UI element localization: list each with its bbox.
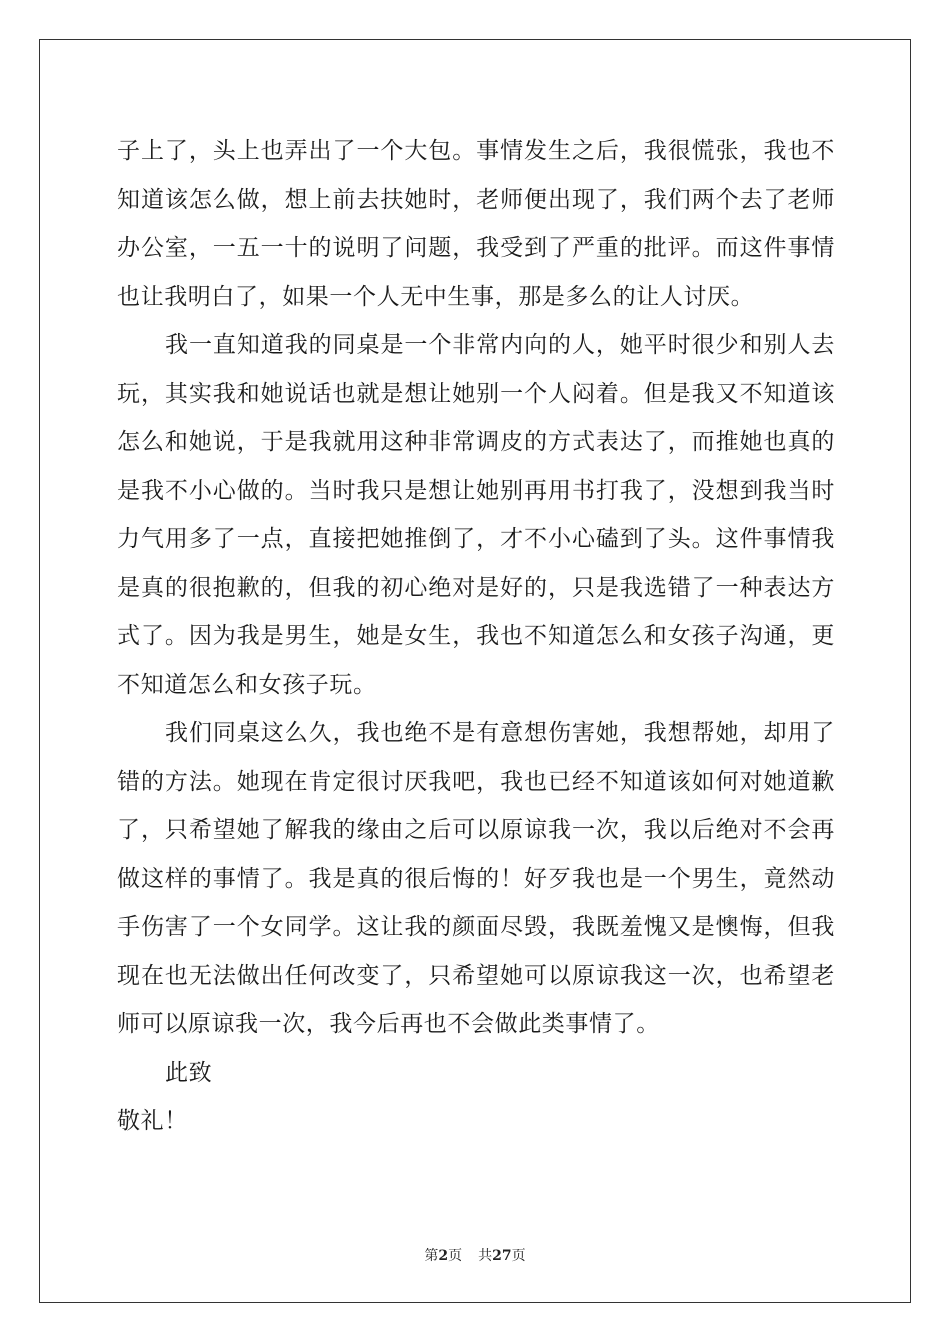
text-line: 师可以原谅我一次，我今后再也不会做此类事情了。 (117, 1011, 660, 1037)
text-line: 玩，其实我和她说话也就是想让她别一个人闷着。但是我又不知道该 (117, 380, 835, 407)
text-line: 是真的很抱歉的，但我的初心绝对是好的，只是我选错了一种表达方 (117, 574, 835, 601)
text-line: 我一直知道我的同桌是一个非常内向的人，她平时很少和别人去 (165, 332, 835, 358)
text-line: 现在也无法做出任何改变了，只希望她可以原谅我这一次，也希望老 (117, 962, 835, 989)
text-line: 做这样的事情了。我是真的很后悔的！好歹我也是一个男生，竟然动 (117, 865, 835, 892)
text-line: 不知道怎么和女孩子玩。 (117, 671, 377, 698)
page-prefix: 第 (424, 1248, 439, 1264)
page-footer (0, 1245, 950, 1265)
total-pages: 27 (492, 1248, 512, 1264)
text-line: 错的方法。她现在肯定很讨厌我吧，我也已经不知道该如何对她道歉 (117, 768, 835, 795)
text-line: 力气用多了一点，直接把她推倒了，才不小心磕到了头。这件事情我 (117, 526, 835, 552)
paragraph (117, 709, 835, 1049)
page-number: 2 (438, 1248, 449, 1264)
text-line: 子上了，头上也弄出了一个大包。事情发生之后，我很慌张，我也不 (117, 138, 835, 164)
text-line: 是我不小心做的。当时我只是想让她别再用书打我了，没想到我当时 (117, 477, 835, 504)
paragraph (117, 321, 835, 709)
document-body (117, 127, 835, 1146)
text-line: 也让我明白了，如果一个人无中生事，那是多么的让人讨厌。 (117, 283, 755, 310)
page-suffix: 页 (448, 1248, 463, 1264)
text-line: 手伤害了一个女同学。这让我的颜面尽毁，我既羞愧又是懊悔，但我 (117, 914, 835, 940)
text-line: 知道该怎么做，想上前去扶她时，老师便出现了，我们两个去了老师 (117, 186, 835, 213)
text-line: 了，只希望她了解我的缘由之后可以原谅我一次，我以后绝对不会再 (117, 817, 835, 843)
total-suffix: 页 (511, 1248, 526, 1264)
total-prefix: 共 (478, 1248, 493, 1264)
text-line: 式了。因为我是男生，她是女生，我也不知道怎么和女孩子沟通，更 (117, 623, 835, 649)
closing: 此致 (165, 1059, 213, 1086)
text-line: 我们同桌这么久，我也绝不是有意想伤害她，我想帮她，却用了 (165, 720, 835, 746)
text-line: 办公室，一五一十的说明了问题，我受到了严重的批评。而这件事情 (117, 235, 835, 261)
text-line: 怎么和她说，于是我就用这种非常调皮的方式表达了，而推她也真的 (117, 429, 835, 455)
salutation: 敬礼！ (117, 1108, 188, 1134)
paragraph (117, 127, 835, 321)
